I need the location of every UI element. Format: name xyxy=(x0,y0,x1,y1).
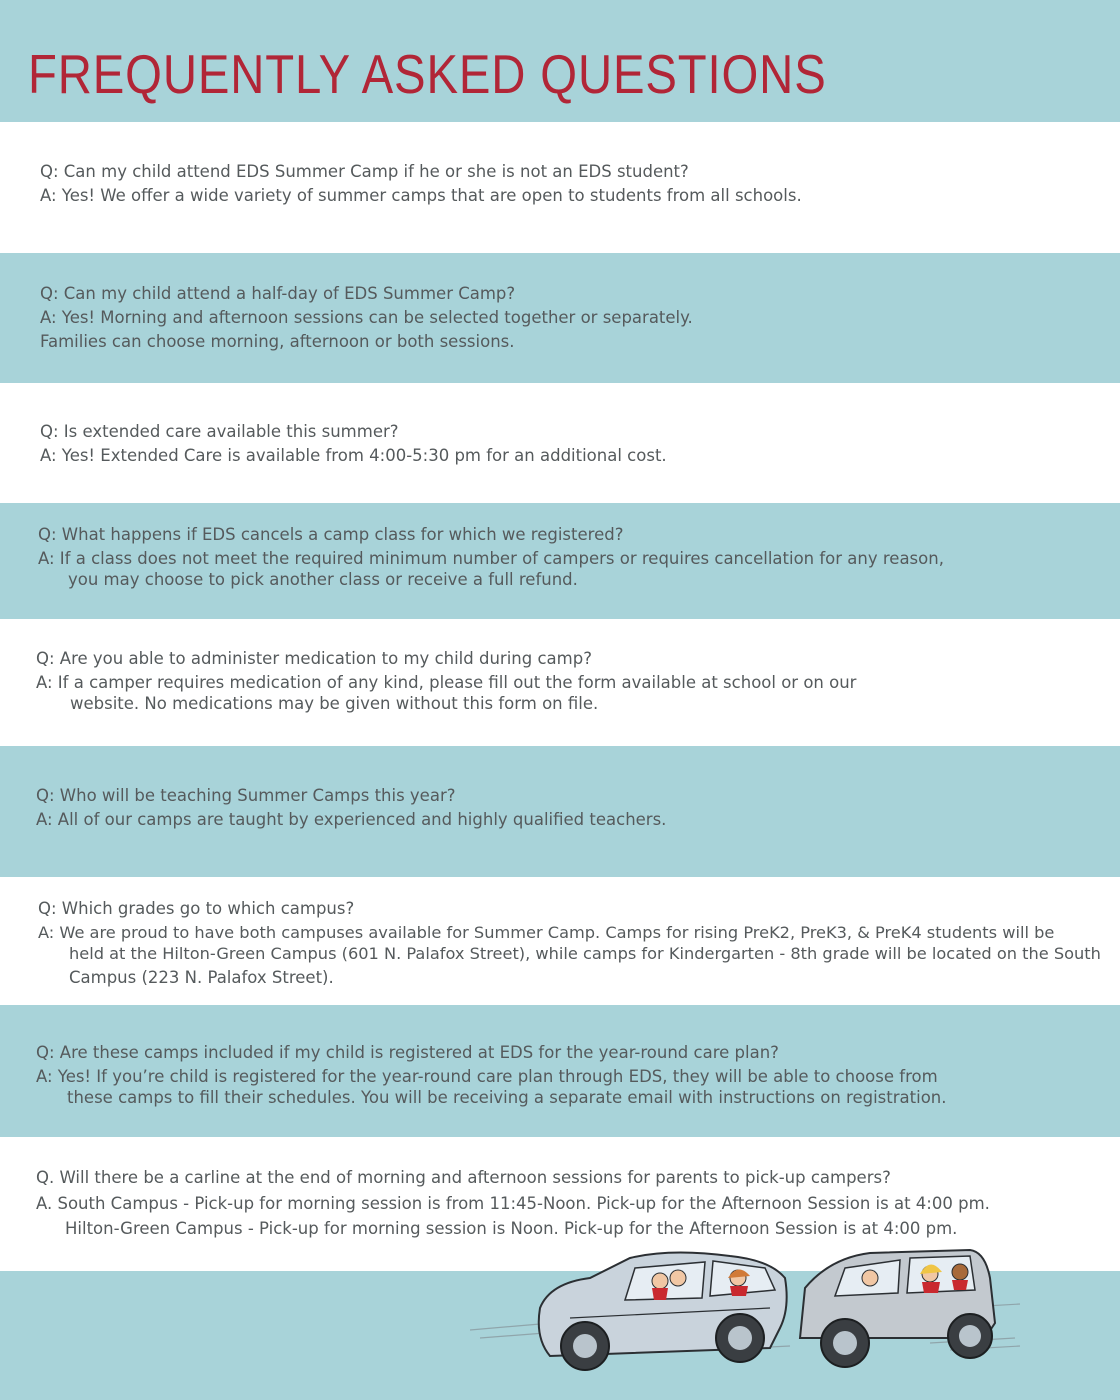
faq-question: Q: Are you able to administer medication to my child during camp? xyxy=(36,649,592,668)
faq-item xyxy=(0,383,1120,503)
cars-carline-illustration xyxy=(470,1238,1030,1388)
faq-answer: A. South Campus - Pick-up for morning session is from 11:45-Noon. Pick-up for the Afternoon Session is at 4:00 pm. xyxy=(36,1194,990,1213)
faq-answer-continued: Hilton-Green Campus - Pick-up for morning session is Noon. Pick-up for the Afternoon Session is at 4:00 pm. xyxy=(65,1219,958,1238)
faq-answer-continued: Families can choose morning, afternoon or both sessions. xyxy=(40,332,515,351)
faq-question: Q: What happens if EDS cancels a camp class for which we registered? xyxy=(38,525,624,544)
faq-item xyxy=(0,619,1120,746)
faq-item xyxy=(0,253,1120,383)
faq-answer: A: Yes! Morning and afternoon sessions can be selected together or separately. xyxy=(40,308,693,327)
faq-item xyxy=(0,877,1120,1005)
left-car xyxy=(539,1252,787,1370)
faq-question: Q: Which grades go to which campus? xyxy=(38,899,355,918)
faq-answer: A: If a camper requires medication of any kind, please fill out the form available at school or on our xyxy=(36,673,857,692)
faq-answer-continued: these camps to fill their schedules. You will be receiving a separate email with instructions on registration. xyxy=(67,1088,947,1107)
faq-question: Q: Who will be teaching Summer Camps this year? xyxy=(36,786,456,805)
faq-answer: A: Yes! We offer a wide variety of summer camps that are open to students from all schools. xyxy=(40,186,802,205)
faq-answer: A: If a class does not meet the required minimum number of campers or requires cancellation for any reason, xyxy=(38,549,944,568)
faq-answer-continued: you may choose to pick another class or receive a full refund. xyxy=(68,570,578,589)
faq-item xyxy=(0,1005,1120,1137)
faq-answer: A: Yes! If you’re child is registered for the year-round care plan through EDS, they will be able to choose from xyxy=(36,1067,938,1086)
faq-question: Q: Can my child attend EDS Summer Camp if he or she is not an EDS student? xyxy=(40,162,689,181)
faq-answer: A: All of our camps are taught by experienced and highly qualified teachers. xyxy=(36,810,667,829)
faq-question: Q. Will there be a carline at the end of morning and afternoon sessions for parents to pick-up campers? xyxy=(36,1168,891,1187)
faq-answer-continued: held at the Hilton-Green Campus (601 N. Palafox Street), while camps for Kindergarten - 8th grade will be located on the South xyxy=(69,944,1101,963)
faq-question: Q: Can my child attend a half-day of EDS Summer Camp? xyxy=(40,284,516,303)
faq-answer: A: We are proud to have both campuses available for Summer Camp. Camps for rising PreK2, PreK3, & PreK4 students will be xyxy=(38,923,1055,942)
faq-item xyxy=(0,122,1120,253)
cars-icon xyxy=(470,1238,1030,1388)
faq-question: Q: Are these camps included if my child is registered at EDS for the year-round care plan? xyxy=(36,1043,779,1062)
faq-answer: A: Yes! Extended Care is available from 4:00-5:30 pm for an additional cost. xyxy=(40,446,667,465)
right-car xyxy=(800,1250,995,1367)
faq-item xyxy=(0,746,1120,877)
faq-question: Q: Is extended care available this summer? xyxy=(40,422,399,441)
faq-answer-continued: website. No medications may be given without this form on file. xyxy=(70,694,599,713)
page-title: FREQUENTLY ASKED QUESTIONS xyxy=(28,43,827,105)
faq-item xyxy=(0,503,1120,619)
faq-answer-continued: Campus (223 N. Palafox Street). xyxy=(69,968,334,987)
